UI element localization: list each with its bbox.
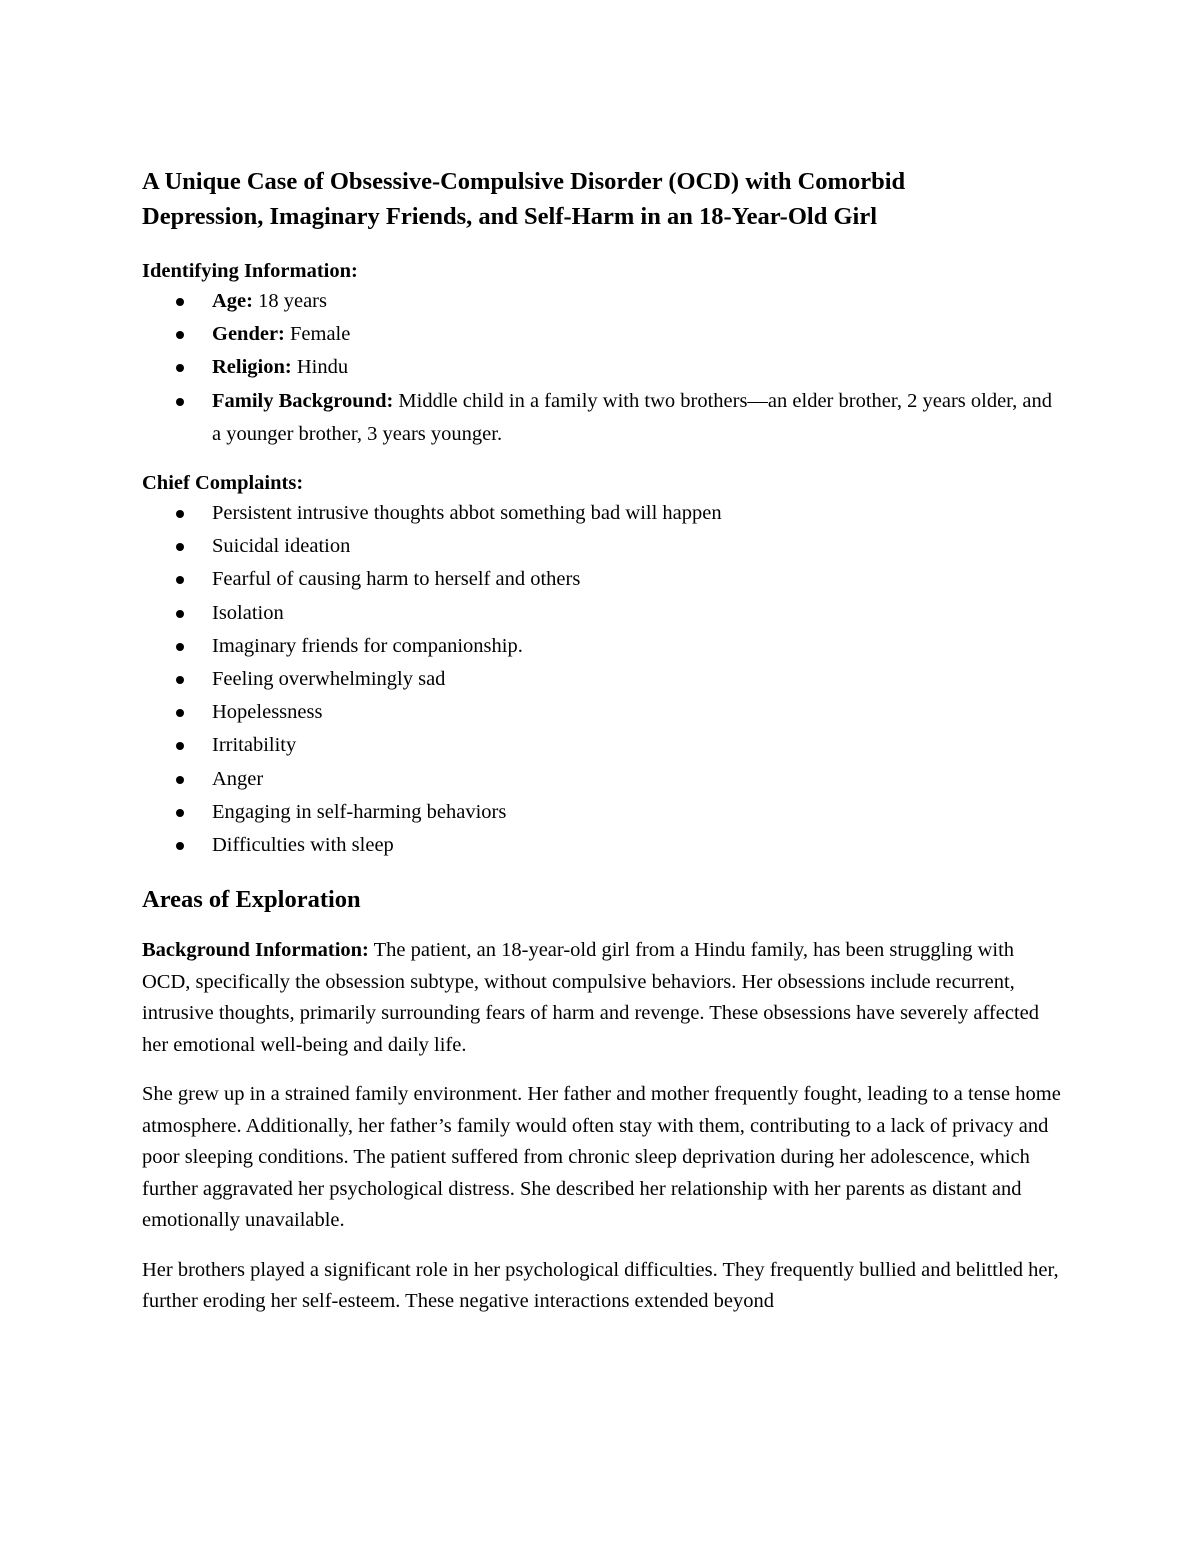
family-environment-paragraph: She grew up in a strained family environment. Her father and mother frequently fought, leading to a tense home atmosphere. Additionally, her father’s family would often stay with them, contributing to a lack of privacy and poor sleeping conditions. The patient suffered from chronic sleep deprivation during her adolescence, which further aggravated her psychological distress. She described her relationship with her parents as distant and emotionally unavailable. <box>142 1083 1061 1232</box>
areas-of-exploration-heading: Areas of Exploration <box>142 886 361 914</box>
background-information-paragraph <box>142 935 1062 1061</box>
complaint-text: Irritability <box>212 734 297 757</box>
list-item-family-background <box>142 385 1062 451</box>
document-content <box>142 164 1062 1318</box>
list-item-religion <box>142 351 1062 384</box>
identifying-information-label: Identifying Information: <box>142 260 358 282</box>
list-item <box>142 563 1062 596</box>
brothers-paragraph: Her brothers played a significant role in her psychological difficulties. They frequently bullied and belittled her, further eroding her self-esteem. These negative interactions extended beyond <box>142 1258 1059 1313</box>
list-item <box>142 663 1062 696</box>
complaint-text: Engaging in self-harming behaviors <box>212 800 507 823</box>
item-term: Age: <box>212 290 253 312</box>
item-term: Family Background: <box>212 389 394 412</box>
bullet-icon <box>176 776 184 784</box>
document-title <box>142 164 1062 234</box>
complaint-text: Suicidal ideation <box>212 535 351 558</box>
complaint-text: Isolation <box>212 601 284 624</box>
list-item <box>142 729 1062 762</box>
list-item <box>142 497 1062 530</box>
item-value: Middle child in a family with two brothers—an elder brother, 2 years older, and a younger brother, 3 years younger. <box>212 389 1053 445</box>
title-line-1: A Unique Case of Obsessive-Compulsive Disorder (OCD) with Comorbid <box>142 168 906 195</box>
complaint-text: Difficulties with sleep <box>212 834 394 857</box>
title-line-2: Depression, Imaginary Friends, and Self-Harm in an 18-Year-Old Girl <box>142 203 877 230</box>
bullet-icon <box>176 576 184 584</box>
bullet-icon <box>176 643 184 651</box>
item-value: Hindu <box>291 356 349 379</box>
bullet-icon <box>176 610 184 618</box>
complaint-text: Fearful of causing harm to herself and others <box>212 568 581 591</box>
list-item-gender <box>142 318 1062 351</box>
item-value: Female <box>284 323 351 346</box>
complaint-text: Hopelessness <box>212 701 323 724</box>
list-item-age <box>142 285 1062 318</box>
bullet-icon <box>176 742 184 750</box>
chief-complaints-label: Chief Complaints: <box>142 472 304 495</box>
background-information-label: Background Information: <box>142 939 369 962</box>
list-item <box>142 796 1062 829</box>
identifying-information-list <box>142 285 1062 451</box>
item-term: Religion: <box>212 356 292 379</box>
list-item <box>142 763 1062 796</box>
bullet-icon <box>176 809 184 817</box>
background-information-text: The patient, an 18-year-old girl from a Hindu family, has been struggling with OCD, specifically the obsession subtype, without compulsive behaviors. Her obsessions include recurrent, intrusive thoughts, primarily surrounding fears of harm and revenge. These obsessions have severely affected her emotional well-being and daily life. <box>142 939 1039 1056</box>
complaint-text: Persistent intrusive thoughts abbot something bad will happen <box>212 502 722 525</box>
item-term: Gender: <box>212 323 285 346</box>
bullet-icon <box>176 298 184 306</box>
complaint-text: Imaginary friends for companionship. <box>212 634 523 657</box>
bullet-icon <box>176 364 184 372</box>
chief-complaints-list <box>142 497 1062 862</box>
list-item <box>142 597 1062 630</box>
list-item <box>142 530 1062 563</box>
item-value: 18 years <box>252 290 327 312</box>
bullet-icon <box>176 842 184 850</box>
bullet-icon <box>176 676 184 684</box>
bullet-icon <box>176 543 184 551</box>
bullet-icon <box>176 709 184 717</box>
bullet-icon <box>176 510 184 518</box>
bullet-icon <box>176 331 184 339</box>
bullet-icon <box>176 398 184 406</box>
list-item <box>142 829 1062 862</box>
complaint-text: Feeling overwhelmingly sad <box>212 668 446 691</box>
list-item <box>142 630 1062 663</box>
complaint-text: Anger <box>212 767 264 790</box>
list-item <box>142 696 1062 729</box>
